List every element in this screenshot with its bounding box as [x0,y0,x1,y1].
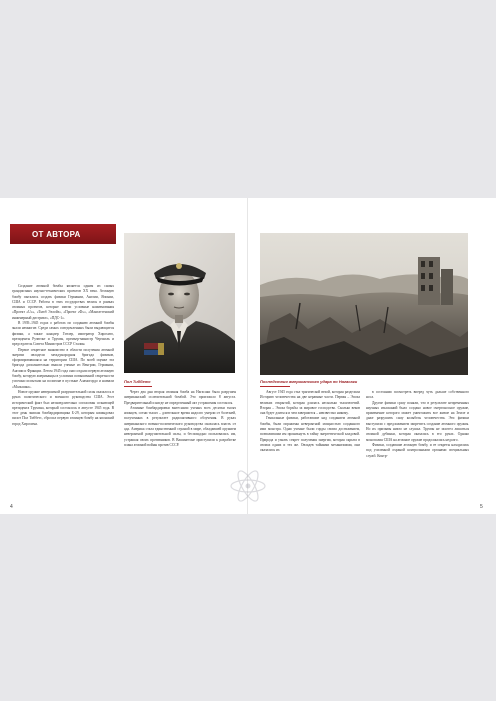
paragraph: В 1939–1945 годах о работах по созданию атомной бомбы знали немногие. Среди самых осведомленных были выдающиеся физики, а также канцлер Гитлер, император Хирохито, президенты Рузвельт и Трумэн, премьер-министр Черчилль и председатель Совета Министров СССР Сталин. [12,321,114,347]
nagasaki-ruins-photo [260,233,468,375]
portrait-photo-tibbets [124,233,235,373]
paragraph: Август 1945 года стал трагической вехой, которая разделила Историю человечества на две неравные части. Первая – Эпоха великих открытий, которая длилась несколько тысячелетий. Вторая – Эпоха борьбы за мировое господство. Сколько веков она будет длиться и чем завершится – неизвестно никому. [260,390,360,416]
left-photo-text-column [124,390,236,486]
portrait-image [124,233,235,373]
paragraph: Первое секретное знакомство в области получения атомной энергии овладели международная бригада физиков, сформировавшаяся на территории США. По моей оценке эта бригада дополнительно вышли ученые из Венгрии, Германии, Англии и Франции. Летом 1945 года они создали первую атомную бомбу, которую американцы в условиях повышенной секретности успешно испытали на полигоне в пустыне Аламогордо и назвали «Малышка». [12,347,114,389]
right-text-column-2 [366,390,469,506]
ruins-caption: Последствия американского удара по Нагасаки [260,379,358,384]
paragraph: Атомные бомбардировки вытеснили ученых всех десятки тысяч японцев, сотни тысяч – длительное время надолго умерли от болезней, полученных в результате радиоактивного облучения. В руках американского военно-политического руководства оказалась власть от ада. Америка стала единственной страной в мире, обладавшей оружием невероятной разрушительной силы, и беспощадно пользовалась им, устрашая своих противников. В Вашингтоне приступили к разработке плана атомной войны против СССР. [124,405,236,447]
paragraph: в состоянии посмотреть вперед чуть дальше собственного носа. [366,390,469,400]
paragraph: Новое оружие невероятной разрушительной силы оказалось в руках политического и военного руководства США. Этот исторический факт был незамедлительно согласован сознающей президента Трумэна, который состоялось в августе 1945 года. В этот день экипаж бомбардировщика Б-29, которым командовал пилот Пол Тиббетс, сбросил первую атомную бомбу на японский город Хиросима. [12,389,114,426]
ruins-image [260,233,468,375]
bottom-gray-band [0,514,496,701]
left-page-number: 4 [10,504,13,510]
book-spread [0,198,496,514]
left-text-column [12,284,114,506]
paragraph: Создание атомной бомбы является одним из самых грандиозных научно-технических проектов XX века. Атомную бомбу пытались создать физики Германии, Англии, Японии, США и СССР. Работы в этих государствах велись в рамках атомных проектов, которые имели условные наименования «Проект «U»», «Тьюб Эллойз», «Проект «Ф»», «Манхэттенский инженерный дистрикт», «ПДС-1». [12,284,114,320]
portrait-caption: Пол Тиббетс [124,379,151,384]
paragraph: Через два дня вторая атомная бомба на Нагасаки была разрушен американский ослепительной бомбой. Это произошло 8 августа. Предварительный и нигде не определенный акт устрашения состоялся. [124,390,236,405]
section-title: ОТ АВТОРА [32,229,81,239]
section-title-banner [10,224,116,244]
paragraph: Гениальные физики, работавшие над созданием атомной бомбы, были поражены невероятной мощностью созданного ими монстра. Одни ученые были горды своим достижением, позволившим им проникнуть в тайну энергетической кладовой. Природа и узнать секрет получения энергии, которая скрыта в атомах одних и тех же. Овладев тайными механизмами, они оказались их [260,416,360,453]
right-page-number: 5 [480,504,483,510]
paragraph: Другие физики сразу поняли, что в результате непременных научных изысканий было создано новое смертоносное оружие, применение которого может уничтожить все живое на Земле и даже разрушить саму колыбель человечества. Эти физики выступили с предложением запретить создание атомного оружия. Но их призывы никто не слушал. Трумэн не захотел лишаться атомной дубинки, которая оказалась в его руках. Однако монополия США на атомное оружие продолжалась недолго. [366,400,469,442]
top-gray-band [0,0,496,198]
caption-rule [260,386,290,387]
paragraph: Физики, создавшие атомную бомбу, и ее секреты находились под усиленной охраной контрольными органами специальных служб. Контр- [366,442,469,458]
caption-rule [124,386,152,387]
right-text-column-1 [260,390,360,506]
